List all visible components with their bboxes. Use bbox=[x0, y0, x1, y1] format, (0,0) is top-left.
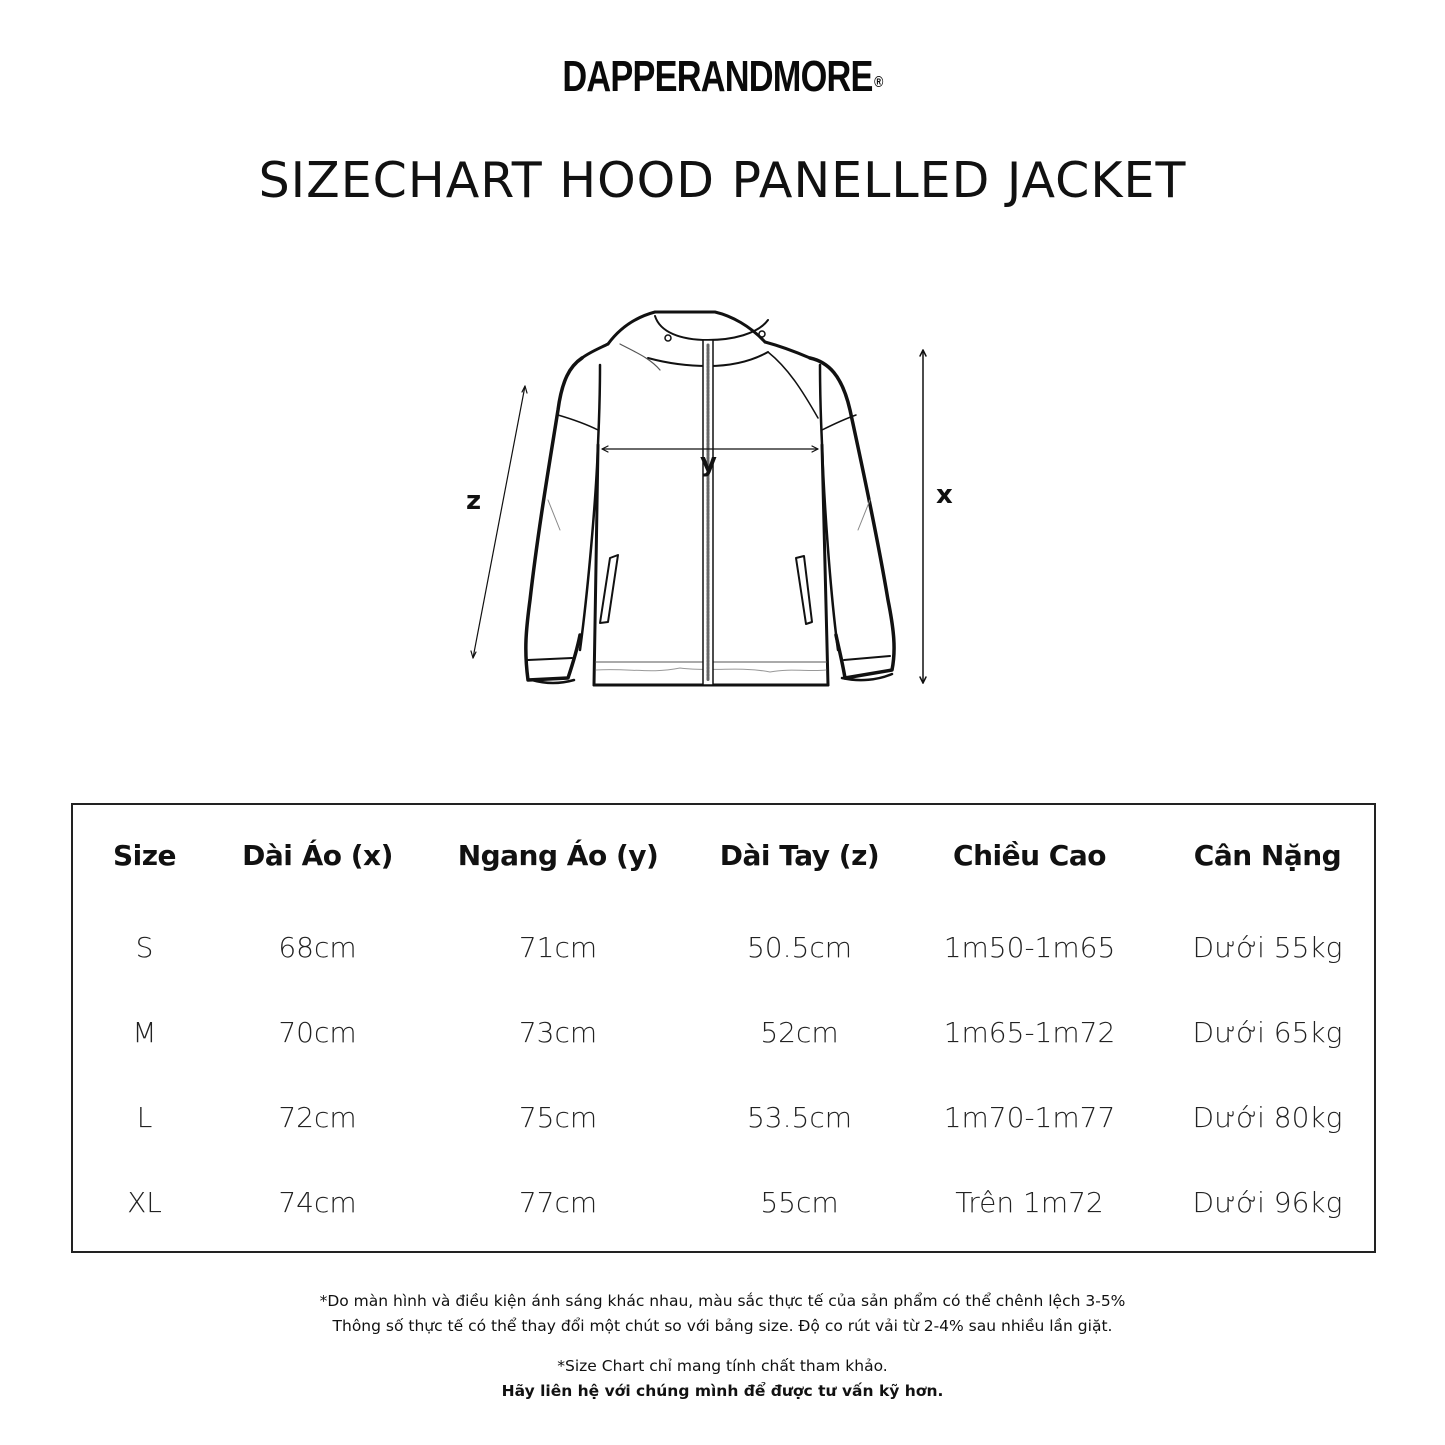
cell-weight: Dưới 65kg bbox=[1192, 1016, 1343, 1049]
cell-height: Trên 1m72 bbox=[955, 1186, 1104, 1219]
dimension-label-z: z bbox=[466, 486, 482, 516]
table-header-row bbox=[73, 805, 1378, 905]
jacket-drawing-icon bbox=[450, 300, 970, 700]
cell-length: 70cm bbox=[278, 1016, 357, 1049]
table-row bbox=[73, 990, 1378, 1075]
size-table-container bbox=[71, 803, 1376, 1253]
header-height: Chiều Cao bbox=[953, 838, 1106, 872]
table-row bbox=[73, 1075, 1378, 1160]
cell-width: 77cm bbox=[518, 1186, 598, 1219]
cell-size: L bbox=[136, 1101, 153, 1134]
cell-weight: Dưới 96kg bbox=[1192, 1186, 1343, 1219]
cell-weight: Dưới 80kg bbox=[1192, 1101, 1343, 1134]
cell-width: 73cm bbox=[518, 1016, 598, 1049]
note-contact-us: Hãy liên hệ với chúng mình để được tư vấn kỹ hơn. bbox=[501, 1382, 944, 1400]
cell-length: 72cm bbox=[278, 1101, 357, 1134]
cell-height: 1m65-1m72 bbox=[943, 1016, 1116, 1049]
cell-length: 68cm bbox=[278, 931, 357, 964]
registered-mark-icon: ® bbox=[874, 74, 883, 91]
cell-size: XL bbox=[127, 1186, 162, 1219]
header-weight: Cân Nặng bbox=[1193, 838, 1342, 872]
size-table bbox=[73, 805, 1378, 1245]
cell-width: 75cm bbox=[518, 1101, 598, 1134]
page-title-text: SIZECHART HOOD PANELLED JACKET bbox=[258, 152, 1187, 209]
cell-weight: Dưới 55kg bbox=[1192, 931, 1343, 964]
cell-size: S bbox=[135, 931, 154, 964]
contact-notes bbox=[0, 1354, 1445, 1404]
cell-height: 1m50-1m65 bbox=[943, 931, 1116, 964]
disclaimer-notes bbox=[0, 1289, 1445, 1339]
dimension-label-x: x bbox=[936, 480, 953, 510]
cell-size: M bbox=[132, 1016, 157, 1049]
note-shrinkage: Thông số thực tế có thể thay đổi một chút so với bảng size. Độ co rút vải từ 2-4% sau nhiều lần giặt. bbox=[332, 1317, 1113, 1335]
page-title bbox=[0, 152, 1445, 209]
table-row bbox=[73, 1160, 1378, 1245]
header-length: Dài Áo (x) bbox=[242, 838, 393, 872]
brand-logo bbox=[159, 52, 1286, 102]
cell-sleeve: 52cm bbox=[760, 1016, 839, 1049]
header-sleeve: Dài Tay (z) bbox=[719, 838, 880, 872]
table-row bbox=[73, 905, 1378, 990]
note-reference-only: *Size Chart chỉ mang tính chất tham khảo. bbox=[557, 1357, 888, 1375]
cell-sleeve: 55cm bbox=[760, 1186, 839, 1219]
cell-sleeve: 50.5cm bbox=[746, 931, 852, 964]
header-size: Size bbox=[112, 838, 177, 872]
brand-name: DAPPERANDMORE bbox=[562, 52, 873, 101]
cell-width: 71cm bbox=[518, 931, 598, 964]
cell-sleeve: 53.5cm bbox=[746, 1101, 852, 1134]
cell-length: 74cm bbox=[278, 1186, 357, 1219]
jacket-illustration bbox=[450, 300, 970, 700]
header-width: Ngang Áo (y) bbox=[457, 838, 659, 872]
note-color-variance: *Do màn hình và điều kiện ánh sáng khác nhau, màu sắc thực tế của sản phẩm có thể chênh lệch 3-5% bbox=[319, 1292, 1126, 1310]
cell-height: 1m70-1m77 bbox=[943, 1101, 1116, 1134]
dimension-label-y: y bbox=[700, 448, 717, 478]
